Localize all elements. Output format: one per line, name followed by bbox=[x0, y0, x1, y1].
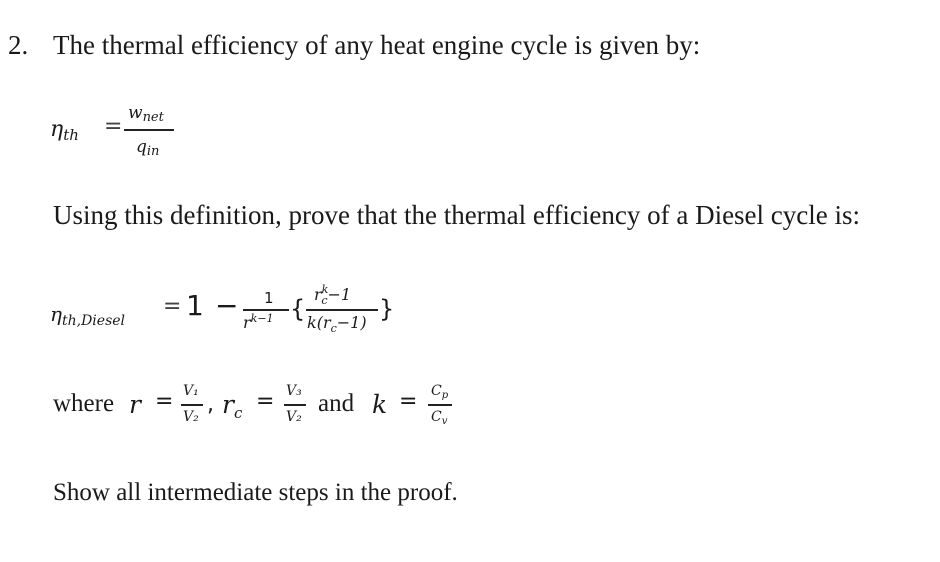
eq2-frac2-denominator bbox=[307, 313, 367, 335]
eq1-den-base: q bbox=[136, 137, 147, 157]
eq2-frac1-bar bbox=[243, 309, 289, 311]
eq2-lhs-subscript: th,Diesel bbox=[61, 313, 126, 329]
frac-v3-denominator: V₂ bbox=[286, 409, 302, 425]
cp-sub: p bbox=[441, 390, 449, 401]
eq2-frac2-num-tail: −1 bbox=[327, 285, 352, 304]
cv-sub: v bbox=[441, 416, 448, 427]
eq2-lhs bbox=[50, 302, 125, 329]
frac-cp-numerator bbox=[431, 383, 448, 401]
where-rc-symbol bbox=[222, 390, 242, 422]
eq2-frac2-num-exp: k bbox=[321, 283, 329, 296]
cp-base: C bbox=[431, 383, 442, 399]
where-word: where bbox=[53, 390, 115, 417]
eta-symbol: η bbox=[50, 302, 62, 326]
eq1-numerator bbox=[128, 103, 164, 125]
frac-cp-cv-bar bbox=[428, 404, 452, 406]
eq2-frac1-den-base: r bbox=[243, 313, 251, 332]
eq2-frac2-num-base: r bbox=[314, 285, 322, 304]
eq2-frac2-bar bbox=[306, 309, 378, 311]
where-equals-3: = bbox=[399, 389, 418, 414]
rc-sub: c bbox=[233, 404, 243, 422]
where-equals-1: = bbox=[155, 389, 174, 414]
where-equals-2: = bbox=[256, 389, 275, 414]
question-text: The thermal efficiency of any heat engine cycle is given by: bbox=[53, 30, 701, 60]
where-r-symbol: r bbox=[129, 390, 141, 419]
frac-v1-v2-bar bbox=[181, 404, 203, 406]
frac-v1-numerator: V₁ bbox=[183, 383, 199, 399]
eq1-fraction-bar bbox=[124, 129, 174, 131]
eq1-num-sub: net bbox=[142, 110, 164, 125]
where-and: and bbox=[318, 390, 355, 417]
eq1-den-sub: in bbox=[146, 144, 160, 159]
eq2-one: 1 bbox=[186, 289, 204, 322]
eq2-frac2-den-sub: c bbox=[330, 322, 337, 335]
cv-base: C bbox=[431, 409, 442, 425]
eq1-lhs-subscript: th bbox=[63, 126, 79, 144]
eq2-equals: = bbox=[163, 294, 182, 319]
rc-base: r bbox=[222, 390, 234, 419]
eq2-frac1-denominator bbox=[243, 312, 274, 332]
eq2-frac2-numerator bbox=[314, 283, 351, 307]
eq2-left-brace: { bbox=[290, 295, 306, 323]
question-number: 2. bbox=[8, 30, 29, 60]
where-comma: , bbox=[207, 392, 214, 417]
closing-instruction: Show all intermediate steps in the proof. bbox=[53, 479, 458, 506]
eq1-lhs bbox=[50, 117, 79, 144]
eq2-frac1-numerator: 1 bbox=[264, 289, 274, 307]
definition-text: Using this definition, prove that the thermal efficiency of a Diesel cycle is: bbox=[53, 200, 861, 230]
frac-cv-denominator bbox=[431, 409, 447, 427]
eq2-frac1-den-exp: k−1 bbox=[250, 312, 274, 325]
frac-v1-denominator: V₂ bbox=[183, 409, 199, 425]
frac-v3-numerator: V₃ bbox=[286, 383, 302, 399]
eta-symbol: η bbox=[50, 117, 64, 142]
eq1-num-base: w bbox=[128, 103, 143, 123]
eq2-right-brace: } bbox=[379, 295, 395, 323]
where-k-symbol: k bbox=[372, 390, 388, 419]
eq2-frac2-den-tail: −1) bbox=[336, 313, 367, 332]
eq1-equals: = bbox=[104, 114, 123, 139]
eq2-minus: − bbox=[215, 289, 239, 322]
eq2-frac2-num-sub: c bbox=[321, 294, 328, 307]
frac-v3-v2-bar bbox=[284, 404, 306, 406]
eq2-frac2-den-head: k(r bbox=[307, 313, 331, 332]
eq1-denominator bbox=[136, 137, 159, 159]
